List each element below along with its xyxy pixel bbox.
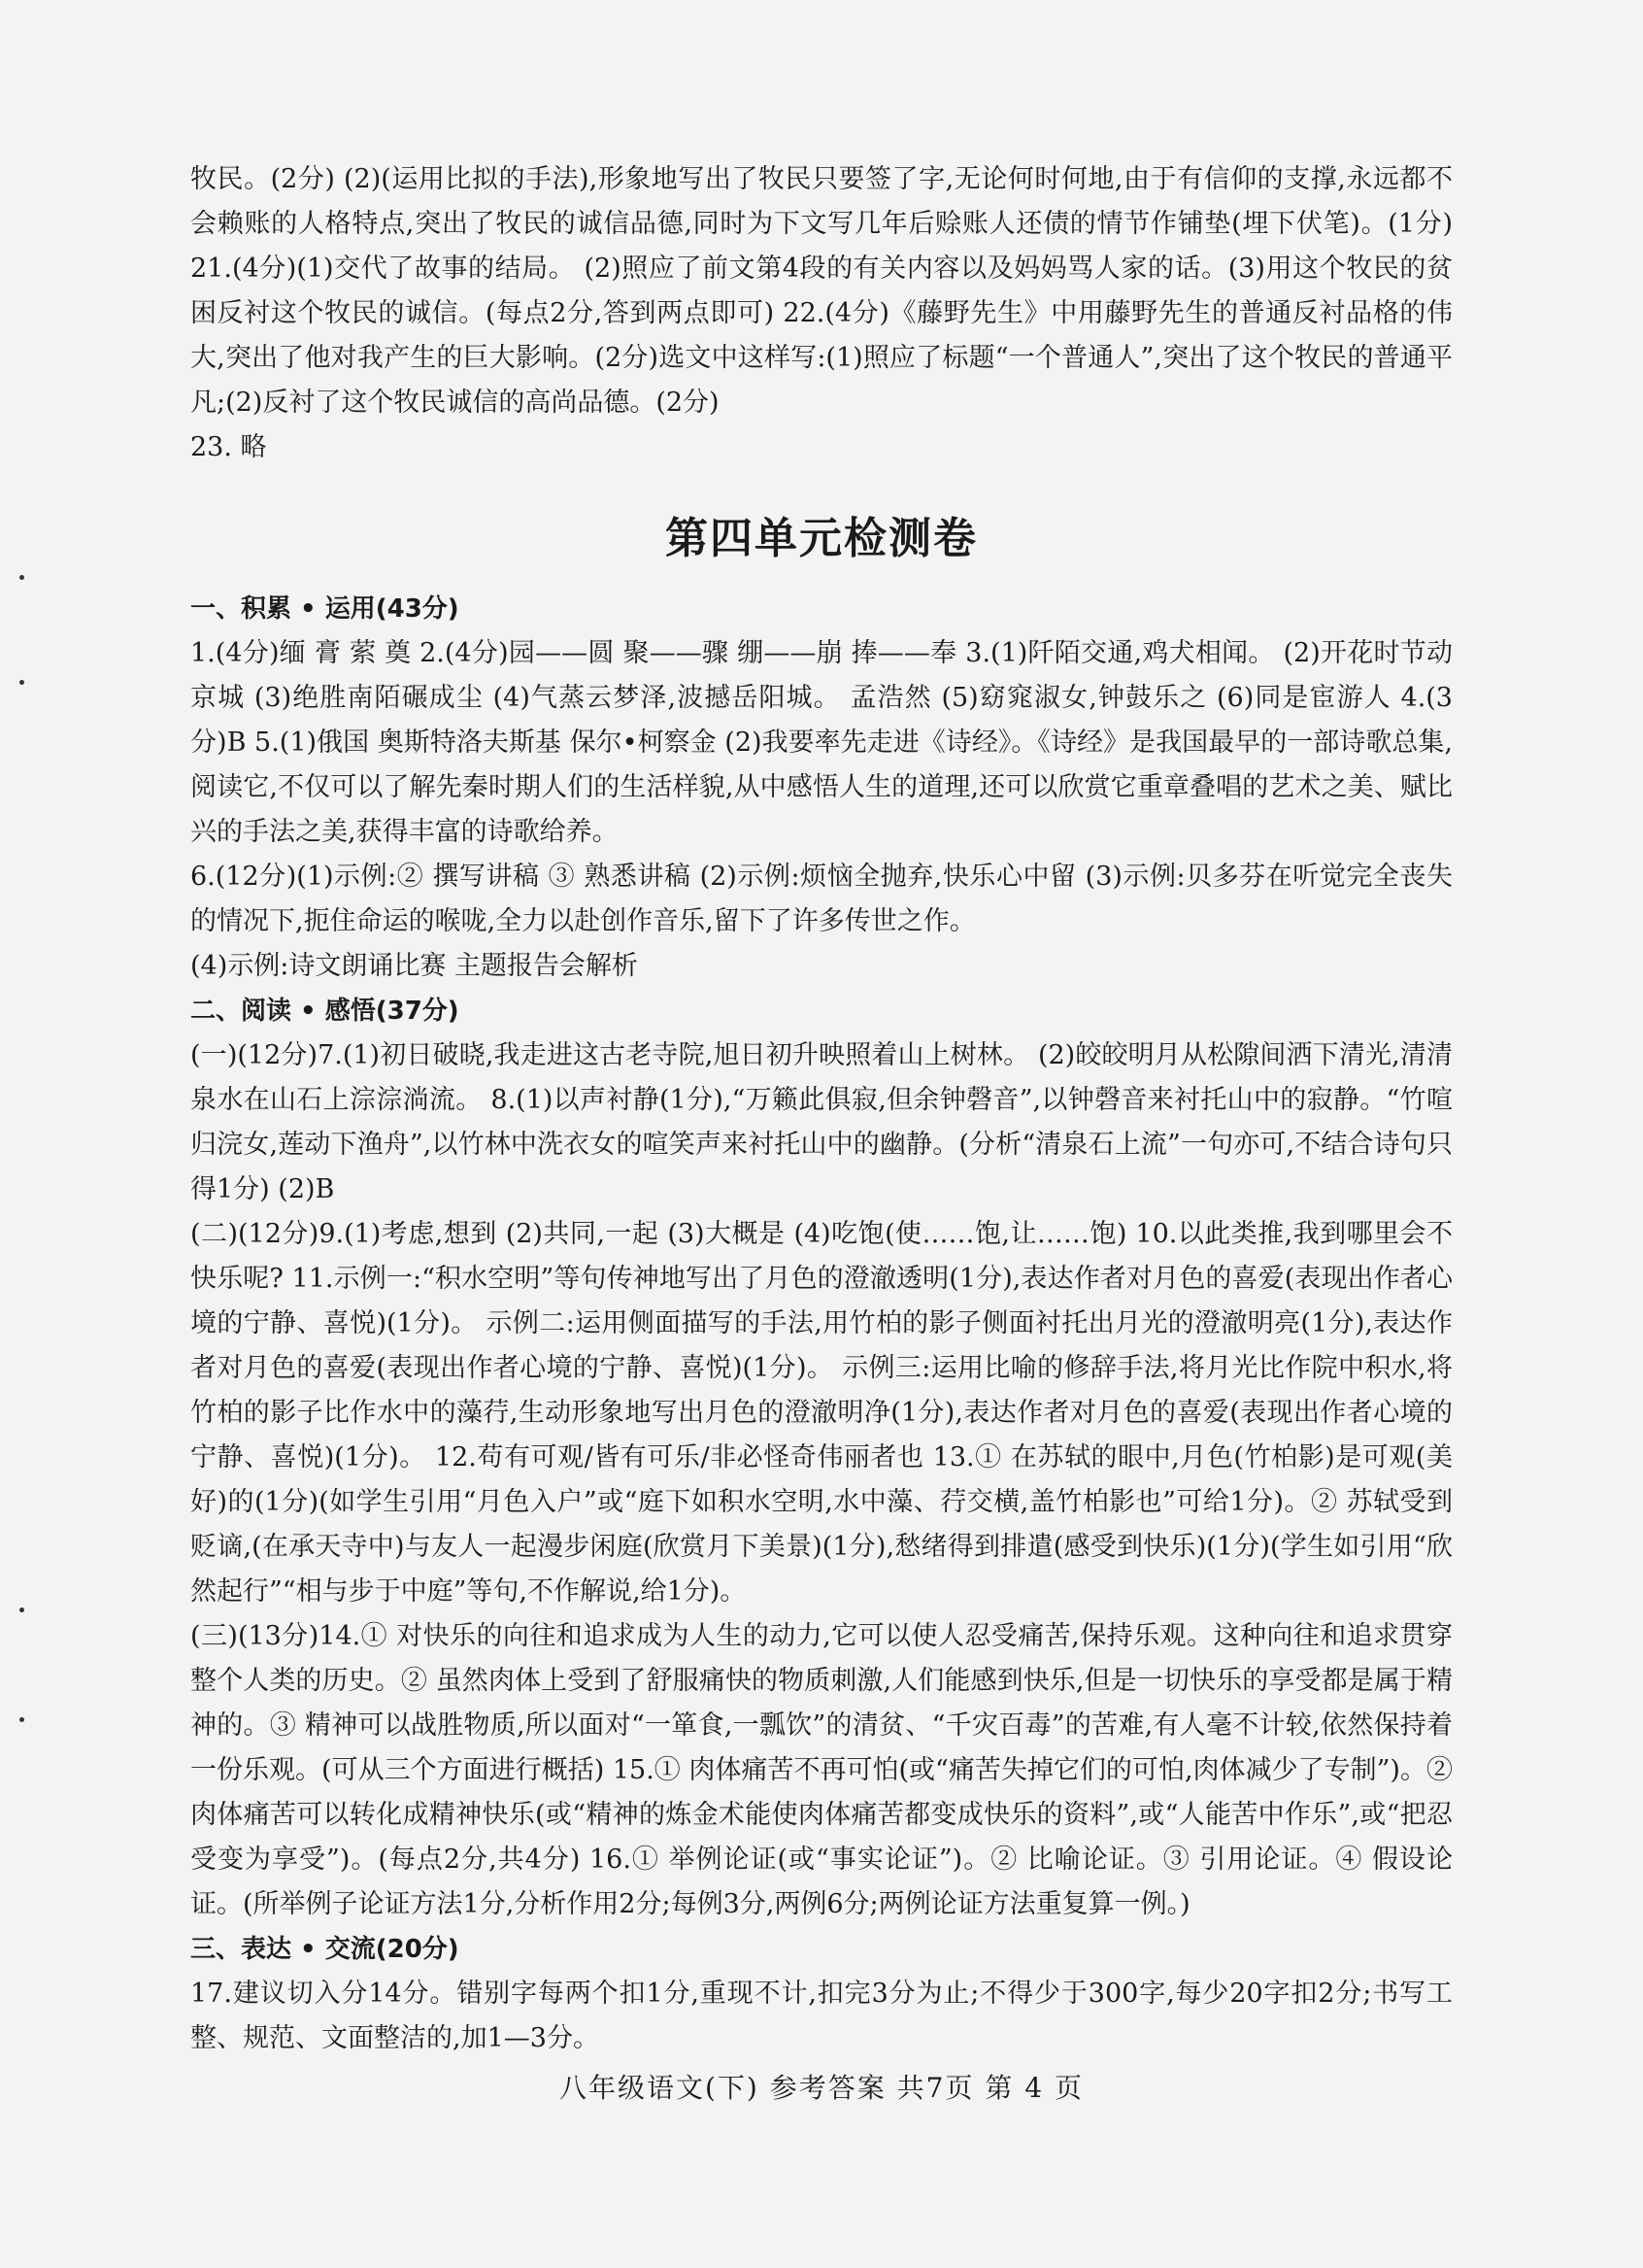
answer-paragraph: 1.(4分)缅 膏 萦 奠 2.(4分)园——圆 聚——骤 绷——崩 捧——奉 3.(1)阡陌交通,鸡犬相闻。 (2)开花时节动京城 (3)绝胜南陌碾成尘 (4)气蒸云梦泽,波撼岳阳城。 孟浩然 (5)窈窕淑女,钟鼓乐之 (6)同是宦游人 4.(3分)B 5.(1)俄国 奥斯特洛夫斯基 保尔•柯察金 (2)我要率先走进《诗经》。《诗经》是我国最早的一部诗歌总集,阅读它,不仅可以了解先秦时期人们的生活样貌,从中感悟人生的道理,还可以欣赏它重章叠唱的艺术之美、赋比兴的手法之美,获得丰富的诗歌给养。 (190, 638, 1453, 847)
answer-paragraph: (4)示例:诗文朗诵比赛 主题报告会解析 (190, 951, 638, 981)
answer-paragraph: 17.建议切入分14分。错别字每两个扣1分,重现不计,扣完3分为止;不得少于300字,每少20字扣2分;书写工整、规范、文面整洁的,加1—3分。 (190, 1979, 1453, 2053)
section-heading: 二、阅读 • 感悟(37分) (190, 997, 459, 1026)
answer-paragraph: (三)(13分)14.① 对快乐的向往和追求成为人生的动力,它可以使人忍受痛苦,保持乐观。这种向往和追求贯穿整个人类的历史。② 虽然肉体上受到了舒服痛快的物质刺激,人们能感到快乐,但是一切快乐的享受都是属于精神的。③ 精神可以战胜物质,所以面对“一箪食,一瓢饮”的清贫、“千灾百毒”的苦难,有人毫不计较,依然保持着一份乐观。(可从三个方面进行概括) 15.① 肉体痛苦不再可怕(或“痛苦失掉它们的可怕,肉体减少了专制”)。②肉体痛苦可以转化成精神快乐(或“精神的炼金术能使肉体痛苦都变成快乐的资料”,或“人能苦中作乐”,或“把忍受变为享受”)。(每点2分,共4分) 16.① 举例论证(或“事实论证”)。② 比喻论证。③ 引用论证。④ 假设论证。(所举例子论证方法1分,分析作用2分;每例3分,两例6分;两例论证方法重复算一例。) (190, 1621, 1453, 1919)
page-footer: 八年级语文(下) 参考答案 共7页 第 4 页 (559, 2072, 1084, 2104)
answer-paragraph: 6.(12分)(1)示例:② 撰写讲稿 ③ 熟悉讲稿 (2)示例:烦恼全抛弃,快乐心中留 (3)示例:贝多芬在听觉完全丧失的情况下,扼住命运的喉咙,全力以赴创作音乐,留下了许多传世之作。 (190, 862, 1453, 936)
section-title: 第四单元检测卷 (665, 514, 978, 563)
section-heading: 一、积累 • 运用(43分) (190, 594, 459, 624)
scan-dot (19, 1717, 24, 1722)
answer-paragraph: 23. 略 (190, 432, 267, 462)
answer-paragraph: (一)(12分)7.(1)初日破晓,我走进这古老寺院,旭日初升映照着山上树林。 (2)皎皎明月从松隙间洒下清光,清清泉水在山石上淙淙淌流。 8.(1)以声衬静(1分),“万籁此俱寂,但余钟磬音”,以钟磬音来衬托山中的寂静。“竹喧归浣女,莲动下渔舟”,以竹林中洗衣女的喧笑声来衬托山中的幽静。(分析“清泉石上流”一句亦可,不结合诗句只得1分) (2)B (190, 1040, 1453, 1204)
answer-paragraph: (二)(12分)9.(1)考虑,想到 (2)共同,一起 (3)大概是 (4)吃饱(使……饱,让……饱) 10.以此类推,我到哪里会不快乐呢? 11.示例一:“积水空明”等句传神地写出了月色的澄澈透明(1分),表达作者对月色的喜爱(表现出作者心境的宁静、喜悦)(1分)。 示例二:运用侧面描写的手法,用竹柏的影子侧面衬托出月光的澄澈明亮(1分),表达作者对月色的喜爱(表现出作者心境的宁静、喜悦)(1分)。 示例三:运用比喻的修辞手法,将月光比作院中积水,将竹柏的影子比作水中的藻荇,生动形象地写出月色的澄澈明净(1分),表达作者对月色的喜爱(表现出作者心境的宁静、喜悦)(1分)。 12.苟有可观/皆有可乐/非必怪奇伟丽者也 13.① 在苏轼的眼中,月色(竹柏影)是可观(美好)的(1分)(如学生引用“月色入户”或“庭下如积水空明,水中藻、荇交横,盖竹柏影也”可给1分)。② 苏轼受到贬谪,(在承天寺中)与友人一起漫步闲庭(欣赏月下美景)(1分),愁绪得到排遣(感受到快乐)(1分)(学生如引用“欣然起行”“相与步于中庭”等句,不作解说,给1分)。 (190, 1219, 1453, 1607)
scan-dot (19, 680, 24, 685)
answer-content (190, 157, 1453, 2061)
scan-dot (19, 1608, 24, 1612)
scan-dot (19, 575, 24, 580)
answer-paragraph: 牧民。(2分) (2)(运用比拟的手法),形象地写出了牧民只要签了字,无论何时何地,由于有信仰的支撑,永远都不会赖账的人格特点,突出了牧民的诚信品德,同时为下文写几年后赊账人还债的情节作铺垫(埋下伏笔)。(1分) 21.(4分)(1)交代了故事的结局。 (2)照应了前文第4段的有关内容以及妈妈骂人家的话。(3)用这个牧民的贫困反衬这个牧民的诚信。(每点2分,答到两点即可) 22.(4分)《藤野先生》中用藤野先生的普通反衬品格的伟大,突出了他对我产生的巨大影响。(2分)选文中这样写:(1)照应了标题“一个普通人”,突出了这个牧民的普通平凡;(2)反衬了这个牧民诚信的高尚品德。(2分) (190, 164, 1453, 418)
section-heading: 三、表达 • 交流(20分) (190, 1935, 459, 1964)
